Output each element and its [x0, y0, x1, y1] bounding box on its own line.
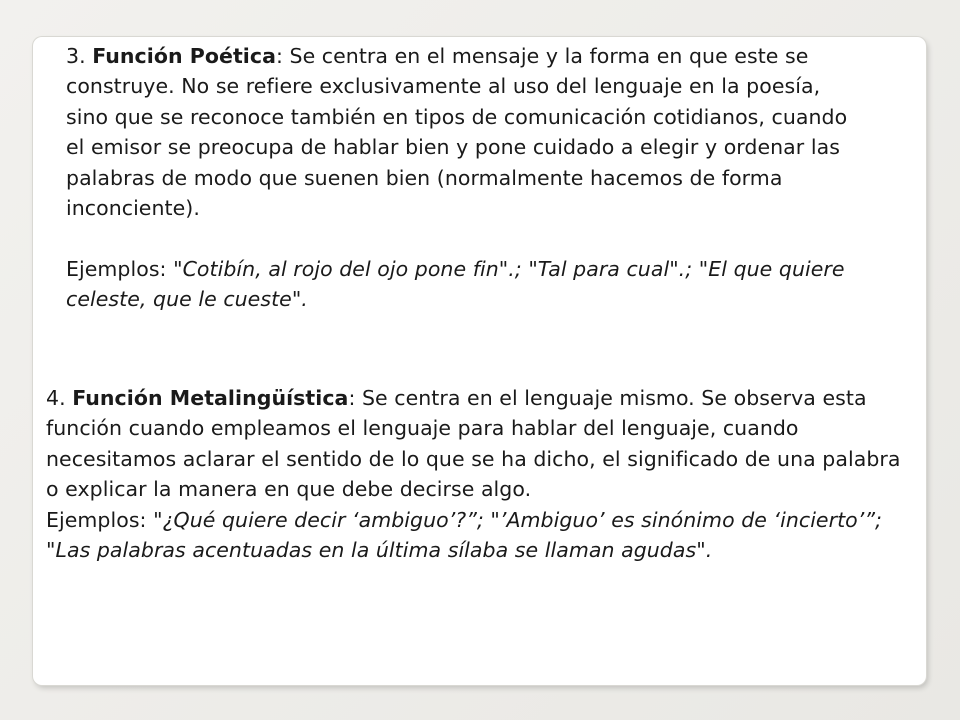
examples-label: Ejemplos:: [66, 256, 174, 281]
paragraph-gap: [66, 223, 866, 253]
section-title: Función Metalingüística: [72, 386, 349, 410]
funcion-poetica-section: [66, 41, 866, 315]
funcion-metalinguistica-examples: [46, 505, 916, 566]
section-number: 3.: [66, 44, 93, 68]
section-body: : Se centra en el lenguaje mismo. Se observa esta función cuando empleamos el lenguaje para hablar del lenguaje, cuando necesitamos aclarar el sentido de lo que se ha dicho, el significado de una palabra o explicar la manera en que debe decirse algo.: [46, 386, 901, 502]
funcion-poetica-examples: [66, 254, 866, 315]
funcion-metalinguistica-paragraph: [46, 383, 916, 505]
section-body: : Se centra en el mensaje y la forma en que este se construye. No se refiere exclusivamente al uso del lenguaje en la poesía, sino que se reconoce también en tipos de comunicación cotidianos, cuando el emisor se preocupa de hablar bien y pone cuidado a elegir y ordenar las palabras de modo que suenen bien (normalmente hacemos de forma inconciente).: [66, 44, 848, 221]
examples-text: "Cotibín, al rojo del ojo pone fin".; "Tal para cual".; "El que quiere celeste, que le cueste".: [66, 256, 845, 312]
funcion-poetica-paragraph: [66, 41, 866, 223]
examples-text: "¿Qué quiere decir ‘ambiguo’?”; "’Ambiguo’ es sinónimo de ‘incierto’”; "Las palabras acentuadas en la última sílaba se llaman agudas".: [46, 507, 882, 563]
examples-label: Ejemplos:: [46, 507, 154, 532]
section-number: 4.: [46, 386, 73, 410]
section-title: Función Poética: [92, 44, 276, 68]
funcion-metalinguistica-section: [46, 383, 916, 565]
